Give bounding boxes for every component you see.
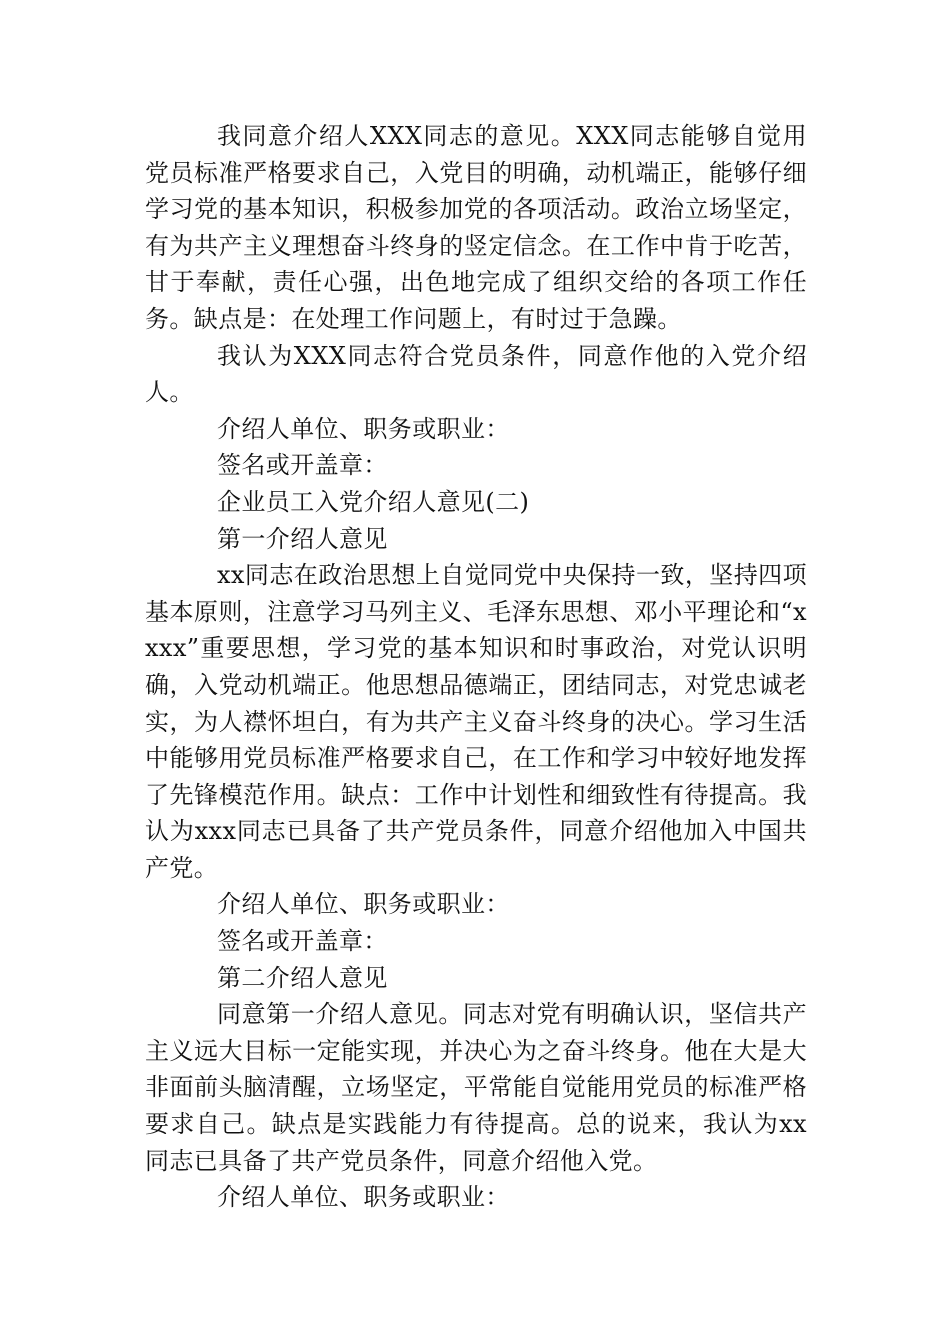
paragraph-opinion-intro: 我同意介绍人XXX同志的意见。XXX同志能够自觉用党员标准严格要求自己，入党目的明确，动机端正，能够仔细学习党的基本知识，积极参加党的各项活动。政治立场坚定，有为共产主义理想奋斗终身的竖定信念。在工作中肯于吃苦，甘于奉献，责任心强，出色地完成了组织交给的各项工作任务。缺点是：在处理工作问题上，有时过于急躁。 bbox=[145, 122, 807, 333]
second-introducer-heading: 第二介绍人意见 bbox=[217, 963, 388, 992]
first-introducer-heading: 第一介绍人意见 bbox=[217, 524, 388, 553]
section-title: 企业员工入党介绍人意见(二) bbox=[217, 487, 530, 516]
paragraph-agree-introducer: 我认为XXX同志符合党员条件，同意作他的入党介绍人。 bbox=[145, 341, 807, 407]
paragraph-signature-2: 签名或开盖章： bbox=[217, 927, 388, 956]
paragraph-signature-1: 签名或开盖章： bbox=[217, 451, 388, 480]
paragraph-second-opinion: 同意第一介绍人意见。同志对党有明确认识，坚信共产主义远大目标一定能实现，并决心为之奋斗终身。他在大是大非面前头脑清醒，立场坚定，平常能自觉能用党员的标准严格要求自己。缺点是实践能力有待提高。总的说来，我认为xx同志已具备了共产党员条件，同意介绍他入党。 bbox=[145, 1000, 807, 1175]
paragraph-introducer-unit-1: 介绍人单位、职务或职业： bbox=[217, 414, 510, 443]
paragraph-introducer-unit-2: 介绍人单位、职务或职业： bbox=[217, 890, 510, 919]
document-page bbox=[145, 118, 807, 1216]
paragraph-introducer-unit-3: 介绍人单位、职务或职业： bbox=[217, 1183, 510, 1212]
paragraph-first-opinion: xx同志在政治思想上自觉同党中央保持一致，坚持四项基本原则，注意学习马列主义、毛泽东思想、邓小平理论和“xxxx”重要思想，学习党的基本知识和时事政治，对党认识明确，入党动机端正。他思想品德端正，团结同志，对党忠诚老实，为人襟怀坦白，有为共产主义奋斗终身的决心。学习生活中能够用党员标准严格要求自己，在工作和学习中较好地发挥了先锋模范作用。缺点：工作中计划性和细致性有待提高。我认为xxx同志已具备了共产党员条件，同意介绍他加入中国共产党。 bbox=[145, 561, 807, 882]
